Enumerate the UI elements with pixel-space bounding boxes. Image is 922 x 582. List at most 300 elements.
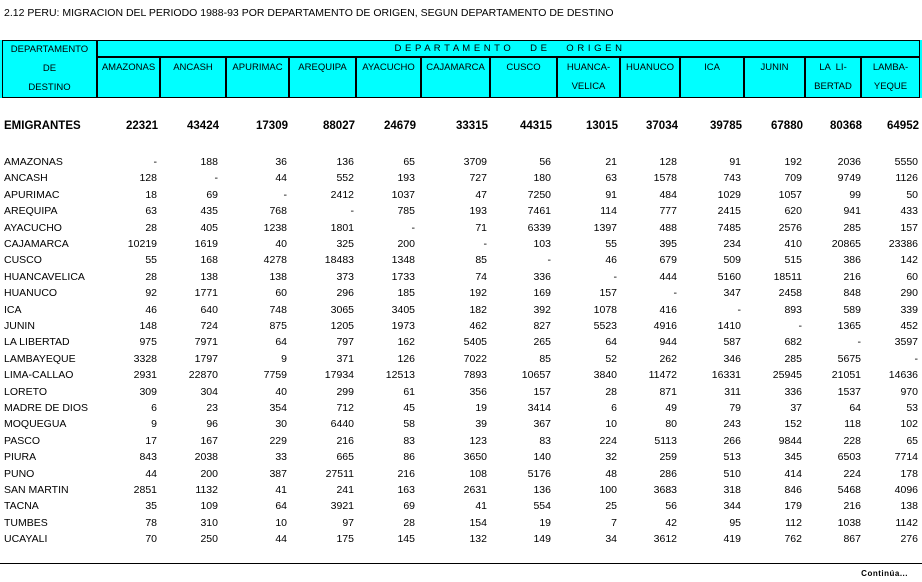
emigrantes-value: 17309 xyxy=(256,120,288,132)
table-cell: 2851 xyxy=(133,484,157,496)
header-text: ANCASH xyxy=(173,62,213,73)
column-header xyxy=(421,57,490,98)
emigrantes-value: 64952 xyxy=(887,120,919,132)
table-cell: 60 xyxy=(906,271,918,283)
table-cell: 3709 xyxy=(463,156,487,168)
table-cell: 1619 xyxy=(194,238,218,250)
table-cell: 640 xyxy=(200,304,218,316)
header-text: VELICA xyxy=(571,81,606,92)
table-cell: 224 xyxy=(843,468,861,480)
destination-header xyxy=(2,40,97,98)
table-cell: 145 xyxy=(397,533,415,545)
table-cell: 1733 xyxy=(391,271,415,283)
table-cell: 386 xyxy=(843,254,861,266)
table-cell: 3405 xyxy=(391,304,415,316)
table-cell: 65 xyxy=(906,435,918,447)
column-header xyxy=(356,57,421,98)
table-cell: 37 xyxy=(790,402,802,414)
header-text: AYACUCHO xyxy=(362,62,415,73)
table-cell: 1029 xyxy=(717,189,741,201)
table-cell: 311 xyxy=(724,386,741,398)
table-cell: 35 xyxy=(145,500,157,512)
table-cell: 1410 xyxy=(717,320,741,332)
table-cell: 17 xyxy=(145,435,157,447)
header-text: APURIMAC xyxy=(232,62,283,73)
table-cell: 71 xyxy=(475,222,487,234)
table-cell: 871 xyxy=(659,386,677,398)
table-cell: 387 xyxy=(269,468,287,480)
table-cell: 47 xyxy=(475,189,487,201)
table-cell: 178 xyxy=(900,468,918,480)
table-header xyxy=(0,40,922,98)
table-cell: 405 xyxy=(200,222,218,234)
row-label: JUNIN xyxy=(4,320,35,332)
table-cell: 64 xyxy=(605,336,617,348)
table-cell: 53 xyxy=(906,402,918,414)
table-cell: 74 xyxy=(475,271,487,283)
column-header xyxy=(680,57,744,98)
table-cell: 1365 xyxy=(837,320,861,332)
row-label: ANCASH xyxy=(4,172,48,184)
table-cell: 17934 xyxy=(324,369,354,381)
table-cell: 7971 xyxy=(194,336,218,348)
table-cell: 290 xyxy=(900,287,918,299)
column-header xyxy=(620,57,680,98)
table-cell: 65 xyxy=(403,156,415,168)
table-cell: - xyxy=(673,287,677,299)
table-cell: 52 xyxy=(605,353,617,365)
table-cell: 3683 xyxy=(653,484,677,496)
column-header xyxy=(557,57,620,98)
table-cell: 709 xyxy=(784,172,802,184)
table-cell: 712 xyxy=(336,402,354,414)
table-cell: 3414 xyxy=(527,402,551,414)
row-label: CAJAMARCA xyxy=(4,238,69,250)
table-cell: 18 xyxy=(145,189,157,201)
row-label: LIMA-CALLAO xyxy=(4,369,74,381)
table-cell: 25 xyxy=(605,500,617,512)
table-cell: 112 xyxy=(785,517,802,529)
table-cell: 5113 xyxy=(654,435,677,447)
table-cell: 554 xyxy=(533,500,551,512)
table-cell: 414 xyxy=(784,468,802,480)
bottom-divider xyxy=(0,563,922,564)
table-cell: 23 xyxy=(206,402,218,414)
table-cell: 83 xyxy=(403,435,415,447)
table-cell: 3065 xyxy=(330,304,354,316)
column-header xyxy=(805,57,861,98)
table-cell: 286 xyxy=(659,468,677,480)
table-cell: 259 xyxy=(659,451,677,463)
table-cell: 299 xyxy=(336,386,354,398)
table-cell: 276 xyxy=(900,533,918,545)
table-cell: 21051 xyxy=(831,369,861,381)
table-cell: 128 xyxy=(139,172,157,184)
table-cell: 510 xyxy=(723,468,741,480)
table-cell: 157 xyxy=(900,222,918,234)
emigrantes-value: 22321 xyxy=(126,120,158,132)
table-cell: 3612 xyxy=(653,533,677,545)
table-cell: 620 xyxy=(784,205,802,217)
row-label: PIURA xyxy=(4,451,37,463)
table-cell: 336 xyxy=(784,386,802,398)
table-cell: 154 xyxy=(469,517,487,529)
table-cell: 1797 xyxy=(194,353,218,365)
table-cell: 344 xyxy=(723,500,741,512)
table-cell: 180 xyxy=(533,172,551,184)
table-cell: 484 xyxy=(659,189,677,201)
table-cell: 83 xyxy=(539,435,551,447)
table-cell: 513 xyxy=(723,451,741,463)
table-cell: 727 xyxy=(469,172,487,184)
table-cell: 86 xyxy=(403,451,415,463)
table-cell: 9749 xyxy=(837,172,861,184)
table-cell: 46 xyxy=(605,254,617,266)
header-text: DESTINO xyxy=(28,82,71,93)
table-cell: 265 xyxy=(533,336,551,348)
table-cell: 9 xyxy=(281,353,287,365)
table-cell: 148 xyxy=(139,320,157,332)
table-cell: 3597 xyxy=(894,336,918,348)
table-cell: 40 xyxy=(275,238,287,250)
table-cell: 102 xyxy=(900,418,918,430)
table-cell: 96 xyxy=(206,418,218,430)
table-cell: - xyxy=(214,172,218,184)
origin-header xyxy=(97,40,920,57)
table-cell: 3650 xyxy=(463,451,487,463)
table-cell: 163 xyxy=(397,484,415,496)
table-cell: 848 xyxy=(843,287,861,299)
table-cell: 6 xyxy=(151,402,157,414)
table-cell: 32 xyxy=(605,451,617,463)
table-cell: 10 xyxy=(275,517,287,529)
table-cell: 55 xyxy=(605,238,617,250)
table-cell: 182 xyxy=(469,304,487,316)
row-label: PUNO xyxy=(4,468,35,480)
table-cell: 61 xyxy=(403,386,415,398)
row-label: MADRE DE DIOS xyxy=(4,402,89,414)
table-cell: 19 xyxy=(539,517,551,529)
table-cell: 138 xyxy=(269,271,287,283)
table-cell: 45 xyxy=(403,402,415,414)
table-cell: 142 xyxy=(900,254,918,266)
table-cell: 167 xyxy=(200,435,218,447)
header-text: JUNIN xyxy=(760,62,789,73)
table-cell: 1537 xyxy=(837,386,861,398)
emigrantes-value: 24679 xyxy=(384,120,416,132)
header-text: DEPARTAMENTO xyxy=(10,44,89,55)
table-cell: 944 xyxy=(659,336,677,348)
table-cell: 14636 xyxy=(888,369,918,381)
table-cell: 1142 xyxy=(895,517,918,529)
table-cell: 64 xyxy=(849,402,861,414)
table-cell: 185 xyxy=(397,287,415,299)
table-cell: 5523 xyxy=(593,320,617,332)
header-text: ICA xyxy=(704,62,720,73)
table-cell: 827 xyxy=(533,320,551,332)
table-cell: 1578 xyxy=(653,172,677,184)
table-cell: 28 xyxy=(403,517,415,529)
table-cell: 241 xyxy=(336,484,354,496)
table-cell: 216 xyxy=(843,271,861,283)
table-cell: 452 xyxy=(900,320,918,332)
table-cell: 941 xyxy=(843,205,861,217)
table-cell: 679 xyxy=(659,254,677,266)
table-cell: 266 xyxy=(723,435,741,447)
table-cell: 192 xyxy=(469,287,487,299)
table-cell: 46 xyxy=(145,304,157,316)
table-cell: 5550 xyxy=(894,156,918,168)
table-cell: 6339 xyxy=(527,222,551,234)
table-cell: 785 xyxy=(397,205,415,217)
emigrantes-value: 39785 xyxy=(710,120,742,132)
header-text: HUANUCO xyxy=(625,62,675,73)
table-cell: 56 xyxy=(665,500,677,512)
table-cell: 28 xyxy=(145,222,157,234)
table-cell: 48 xyxy=(605,468,617,480)
emigrantes-value: 88027 xyxy=(323,120,355,132)
table-cell: 28 xyxy=(605,386,617,398)
table-cell: 768 xyxy=(269,205,287,217)
table-cell: 7 xyxy=(611,517,617,529)
table-cell: 97 xyxy=(342,517,354,529)
table-cell: 5405 xyxy=(463,336,487,348)
table-cell: 1078 xyxy=(593,304,617,316)
table-cell: 1397 xyxy=(593,222,617,234)
table-cell: 85 xyxy=(539,353,551,365)
table-cell: 488 xyxy=(659,222,677,234)
table-cell: 9844 xyxy=(778,435,802,447)
table-cell: 100 xyxy=(599,484,617,496)
table-cell: 108 xyxy=(469,468,487,480)
table-cell: 123 xyxy=(469,435,487,447)
table-cell: 136 xyxy=(533,484,551,496)
table-cell: 41 xyxy=(275,484,287,496)
table-cell: 39 xyxy=(475,418,487,430)
table-cell: 44 xyxy=(145,468,157,480)
table-cell: 216 xyxy=(397,468,415,480)
table-cell: 743 xyxy=(723,172,741,184)
table-title: 2.12 PERU: MIGRACION DEL PERIODO 1988-93 POR DEPARTAMENTO DE ORIGEN, SEGUN DEPARTAMENTO DE DESTINO xyxy=(4,7,614,19)
table-cell: 762 xyxy=(784,533,802,545)
table-cell: 2931 xyxy=(133,369,157,381)
table-cell: 1132 xyxy=(195,484,218,496)
table-cell: 975 xyxy=(139,336,157,348)
table-cell: 5176 xyxy=(527,468,551,480)
table-cell: 7759 xyxy=(263,369,287,381)
table-cell: 7250 xyxy=(527,189,551,201)
header-text: AREQUIPA xyxy=(298,62,347,73)
table-cell: 5675 xyxy=(837,353,861,365)
emigrantes-value: 33315 xyxy=(456,120,488,132)
table-cell: 216 xyxy=(336,435,354,447)
table-cell: 893 xyxy=(784,304,802,316)
table-cell: 30 xyxy=(275,418,287,430)
emigrantes-value: 80368 xyxy=(830,120,862,132)
emigrantes-value: 37034 xyxy=(646,120,678,132)
table-cell: 21 xyxy=(605,156,617,168)
table-cell: 1771 xyxy=(194,287,218,299)
emigrantes-value: 67880 xyxy=(771,120,803,132)
table-cell: 58 xyxy=(403,418,415,430)
table-cell: 419 xyxy=(723,533,741,545)
table-cell: 285 xyxy=(784,353,802,365)
table-cell: 285 xyxy=(843,222,861,234)
table-cell: 392 xyxy=(533,304,551,316)
table-cell: 1205 xyxy=(330,320,354,332)
table-cell: 5468 xyxy=(837,484,861,496)
table-cell: 373 xyxy=(336,271,354,283)
table-cell: 843 xyxy=(139,451,157,463)
table-cell: 140 xyxy=(533,451,551,463)
table-cell: 80 xyxy=(665,418,677,430)
table-cell: 3328 xyxy=(133,353,157,365)
header-text: D E P A R T A M E N T O D E O R I G E N xyxy=(394,43,623,54)
table-cell: 1037 xyxy=(391,189,415,201)
table-cell: 2576 xyxy=(778,222,802,234)
table-cell: 589 xyxy=(843,304,861,316)
emigrantes-value: 44315 xyxy=(520,120,552,132)
header-text: BERTAD xyxy=(814,81,852,92)
table-cell: 175 xyxy=(336,533,354,545)
table-cell: 64 xyxy=(275,336,287,348)
table-cell: 2038 xyxy=(194,451,218,463)
table-cell: 416 xyxy=(659,304,677,316)
table-cell: 91 xyxy=(729,156,741,168)
table-cell: 128 xyxy=(659,156,677,168)
table-cell: 6440 xyxy=(330,418,354,430)
table-cell: 748 xyxy=(269,304,287,316)
table-cell: 724 xyxy=(200,320,218,332)
column-header xyxy=(744,57,805,98)
table-cell: 7461 xyxy=(527,205,551,217)
table-cell: 12513 xyxy=(385,369,415,381)
table-cell: - xyxy=(798,320,802,332)
table-cell: 371 xyxy=(336,353,354,365)
emigrantes-value: 43424 xyxy=(187,120,219,132)
table-cell: 587 xyxy=(723,336,741,348)
row-label: UCAYALI xyxy=(4,533,48,545)
table-cell: 69 xyxy=(206,189,218,201)
table-cell: 336 xyxy=(533,271,551,283)
row-label: PASCO xyxy=(4,435,40,447)
table-cell: 339 xyxy=(900,304,918,316)
table-cell: 229 xyxy=(269,435,287,447)
header-text: YEQUE xyxy=(873,81,908,92)
table-cell: 310 xyxy=(200,517,218,529)
row-label: AMAZONAS xyxy=(4,156,63,168)
table-cell: 132 xyxy=(469,533,487,545)
table-cell: 867 xyxy=(843,533,861,545)
table-cell: 1348 xyxy=(391,254,415,266)
table-cell: 33 xyxy=(275,451,287,463)
table-cell: 216 xyxy=(843,500,861,512)
table-cell: 3840 xyxy=(593,369,617,381)
table-cell: 168 xyxy=(200,254,218,266)
table-cell: 345 xyxy=(784,451,802,463)
row-label: MOQUEGUA xyxy=(4,418,67,430)
table-cell: 682 xyxy=(784,336,802,348)
table-cell: 3921 xyxy=(330,500,354,512)
table-cell: 44 xyxy=(275,172,287,184)
table-cell: 50 xyxy=(906,189,918,201)
table-cell: 162 xyxy=(397,336,415,348)
table-cell: - xyxy=(350,205,354,217)
table-cell: 356 xyxy=(469,386,487,398)
emigrantes-label: EMIGRANTES xyxy=(4,120,81,132)
table-cell: 228 xyxy=(843,435,861,447)
table-cell: 109 xyxy=(200,500,218,512)
table-cell: 552 xyxy=(336,172,354,184)
table-cell: 354 xyxy=(269,402,287,414)
table-cell: 318 xyxy=(723,484,741,496)
table-cell: 19 xyxy=(475,402,487,414)
table-cell: 169 xyxy=(533,287,551,299)
header-text: AMAZONAS xyxy=(101,62,156,73)
table-cell: 36 xyxy=(275,156,287,168)
column-header xyxy=(861,57,920,98)
table-cell: 7714 xyxy=(894,451,918,463)
table-cell: 515 xyxy=(784,254,802,266)
row-label: HUANCAVELICA xyxy=(4,271,85,283)
table-cell: - xyxy=(547,254,551,266)
table-cell: - xyxy=(914,353,918,365)
table-cell: 2458 xyxy=(778,287,802,299)
table-cell: 435 xyxy=(200,205,218,217)
header-text: HUANCA- xyxy=(566,62,611,73)
column-header xyxy=(160,57,226,98)
table-cell: 40 xyxy=(275,386,287,398)
header-text: LAMBA- xyxy=(872,62,909,73)
table-cell: 11472 xyxy=(648,369,677,381)
table-cell: 347 xyxy=(723,287,741,299)
table-cell: 9 xyxy=(151,418,157,430)
table-cell: 114 xyxy=(600,205,617,217)
table-cell: 224 xyxy=(599,435,617,447)
row-label: TUMBES xyxy=(4,517,48,529)
table-cell: 34 xyxy=(605,533,617,545)
column-header xyxy=(97,57,160,98)
table-cell: 462 xyxy=(469,320,487,332)
table-cell: 192 xyxy=(784,156,802,168)
table-cell: - xyxy=(153,156,157,168)
table-cell: 395 xyxy=(659,238,677,250)
table-cell: 4096 xyxy=(894,484,918,496)
table-cell: 7022 xyxy=(463,353,487,365)
table-cell: 665 xyxy=(336,451,354,463)
header-text: LA LI- xyxy=(819,62,847,73)
table-cell: 875 xyxy=(269,320,287,332)
table-cell: 18511 xyxy=(773,271,802,283)
table-cell: 157 xyxy=(533,386,551,398)
table-cell: 5160 xyxy=(717,271,741,283)
row-label: SAN MARTIN xyxy=(4,484,69,496)
table-cell: 64 xyxy=(275,500,287,512)
table-cell: 509 xyxy=(723,254,741,266)
table-cell: 243 xyxy=(723,418,741,430)
table-cell: 444 xyxy=(659,271,677,283)
row-label: AYACUCHO xyxy=(4,222,62,234)
table-cell: 2036 xyxy=(837,156,861,168)
table-cell: 85 xyxy=(475,254,487,266)
table-cell: - xyxy=(483,238,487,250)
table-cell: 7485 xyxy=(717,222,741,234)
table-cell: 10 xyxy=(605,418,617,430)
table-cell: 138 xyxy=(200,271,218,283)
table-cell: 70 xyxy=(145,533,157,545)
table-cell: 6503 xyxy=(837,451,861,463)
table-cell: 4916 xyxy=(653,320,677,332)
